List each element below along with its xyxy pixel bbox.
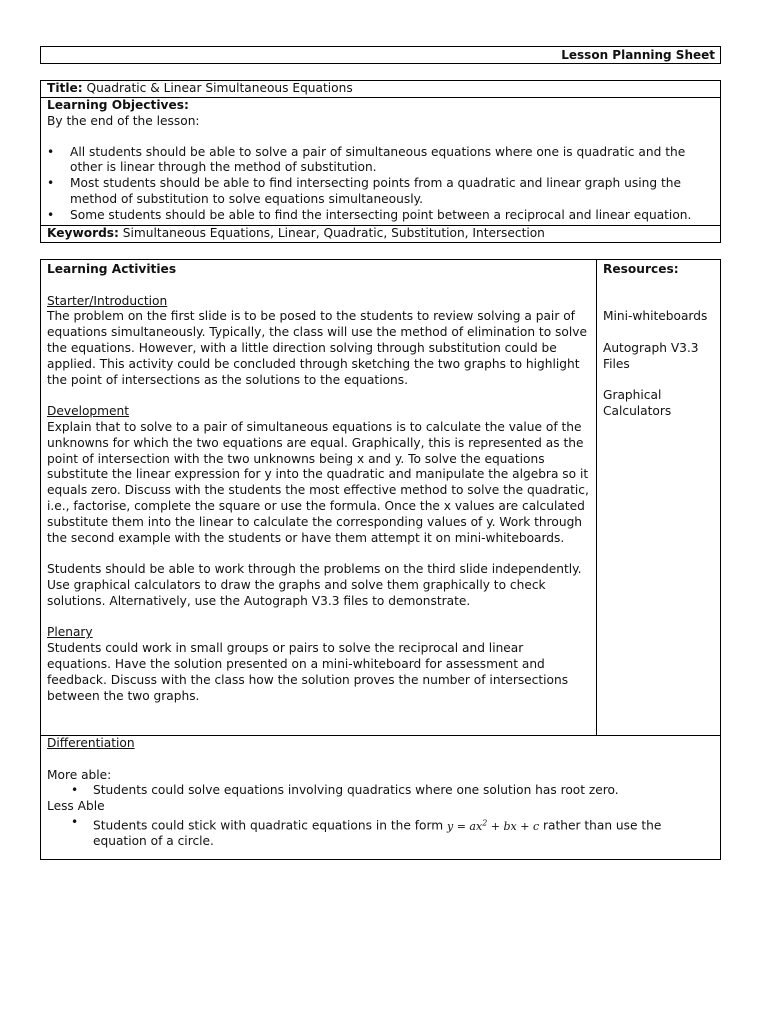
resource-item: Autograph V3.3 Files (603, 340, 699, 371)
resource-item: Mini-whiteboards (603, 309, 708, 324)
differentiation-heading: Differentiation (47, 736, 135, 750)
development-heading: Development (47, 404, 130, 419)
development-text: Explain that to solve to a pair of simultaneous equations is to calculate the value of the unknowns for which the two equations are equal. Graphically, this is represented as the point of intersection with the two unknowns being x and y. To solve the equations substitute the linear expression for y into the quadratic and manipulate the algebra so it equals zero. Discuss with the students the most effective method to solve the quadratic, i.e., factorise, complete the square or use the formula. Once the x values are calculated substitute them into the linear to calculate the corresponding values of y. Work through the second example with the students or have them attempt it on mini-whiteboards. (47, 419, 589, 545)
objectives-intro: By the end of the lesson: (47, 113, 200, 128)
keywords-row (41, 226, 720, 243)
differentiation-cell (41, 736, 720, 859)
formula-main: y = ax (447, 819, 483, 833)
development-text-2: Students should be able to work through the problems on the third slide independently. Use graphical calculators to draw the graphs and solve them graphically to check solutions. Alternatively, use the Autograph V3.3 files to demonstrate. (47, 562, 582, 608)
formula-exponent: 2 (482, 817, 488, 827)
title-label: Title: (47, 81, 83, 95)
keywords-label: Keywords: (47, 226, 119, 240)
sheet-title: Lesson Planning Sheet (561, 48, 715, 62)
more-able-list (47, 783, 714, 799)
resources-heading: Resources: (603, 262, 679, 276)
formula-rest: + bx + c (487, 819, 540, 833)
title-row (41, 81, 720, 98)
resource-item: Graphical Calculators (603, 388, 672, 419)
objective-item: • All students should be able to solve a pair of simultaneous equations where one is quadratic and the other is linear through the method of substitution. (47, 145, 714, 177)
activities-box (40, 259, 721, 860)
less-able-label: Less Able (47, 799, 105, 814)
objective-item: • Most students should be able to find intersecting points from a quadratic and linear graph using the method of substitution to solve equations simultaneously. (47, 176, 714, 208)
less-able-text-after: rather than use the equation of a circle. (93, 818, 662, 849)
less-able-list (47, 815, 714, 850)
less-able-text-before: Students could stick with quadratic equations in the form (93, 818, 447, 833)
objectives-row (41, 98, 720, 226)
objectives-label: Learning Objectives: (47, 98, 189, 112)
quadratic-formula (447, 817, 540, 833)
starter-heading: Starter/Introduction (47, 293, 168, 308)
more-able-item: • Students could solve equations involving quadratics where one solution has root zero. (47, 783, 714, 799)
keywords-value: Simultaneous Equations, Linear, Quadratic, Substitution, Intersection (118, 226, 545, 240)
less-able-item (47, 815, 714, 850)
objective-item: • Some students should be able to find the intersecting point between a reciprocal and linear equation. (47, 208, 714, 224)
info-box (40, 80, 721, 243)
learning-activities-cell (41, 260, 597, 736)
title-value: Quadratic & Linear Simultaneous Equations (82, 81, 353, 95)
activities-heading: Learning Activities (47, 262, 177, 276)
resources-cell (597, 260, 720, 736)
objectives-list (47, 145, 714, 224)
plenary-heading: Plenary (47, 625, 93, 640)
header-box (40, 46, 721, 64)
starter-text: The problem on the first slide is to be posed to the students to review solving a pair of equations simultaneously. Typically, the class will use the method of elimination to solve the equations. However, with a little direction solving through substitution could be applied. This activity could be concluded through sketching the two graphs to highlight the point of intersections as the solutions to the equations. (47, 309, 587, 387)
plenary-text: Students could work in small groups or pairs to solve the reciprocal and linear equations. Have the solution presented on a mini-whiteboard for assessment and feedback. Discuss with the class how the solution proves the number of intersections between the two graphs. (47, 641, 569, 703)
more-able-label: More able: (47, 767, 112, 782)
